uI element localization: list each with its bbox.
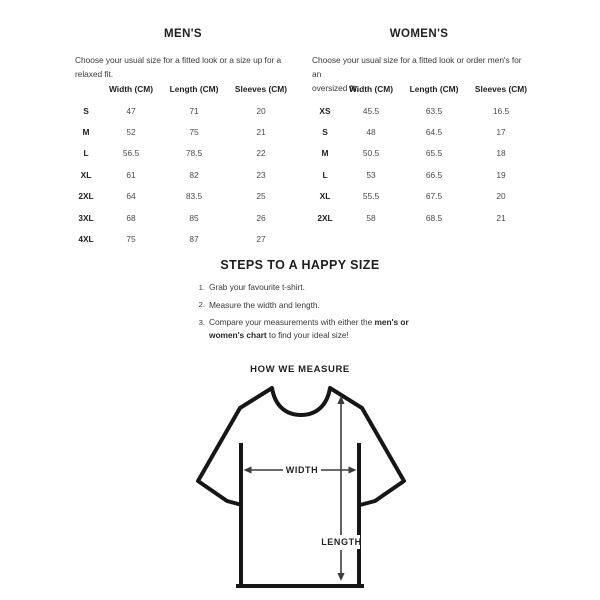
width-value-cell: 50.5 bbox=[362, 148, 380, 159]
width-value-cell: 45.5 bbox=[362, 105, 380, 116]
size-label-cell: XS bbox=[319, 105, 331, 116]
size-label-cell: 2XL bbox=[78, 191, 94, 202]
length-value-cell: 68.5 bbox=[425, 212, 443, 223]
step-text bbox=[209, 281, 414, 294]
size-label-cell: 3XL bbox=[78, 212, 94, 223]
tshirt-outline-icon bbox=[198, 388, 404, 586]
step-number: 2. bbox=[198, 300, 205, 309]
step-text-pre: Grab your favourite t-shirt. bbox=[209, 282, 305, 292]
width-value-cell: 61 bbox=[126, 169, 136, 180]
step-text-post: to find your ideal size! bbox=[266, 329, 349, 340]
how-we-measure-title: HOW WE MEASURE bbox=[250, 364, 350, 375]
mens-width-header: Width (CM) bbox=[108, 84, 154, 94]
mens-description-line2: relaxed fit. bbox=[75, 69, 114, 79]
sleeves-value-cell: 21 bbox=[256, 127, 266, 138]
mens-description bbox=[75, 53, 291, 81]
sleeves-value-cell: 23 bbox=[256, 169, 266, 180]
mens-corner-cell bbox=[72, 78, 100, 100]
size-label-cell: M bbox=[82, 127, 90, 138]
mens-title: MEN'S bbox=[164, 28, 202, 40]
length-label: LENGTH bbox=[321, 537, 362, 547]
step-text-pre: Compare your measurements with either the bbox=[209, 317, 375, 327]
womens-title: WOMEN'S bbox=[389, 28, 449, 40]
steps-list bbox=[194, 281, 414, 346]
length-arrow-icon bbox=[337, 396, 344, 582]
size-label-cell: S bbox=[322, 127, 328, 138]
sleeves-value-cell: 25 bbox=[256, 191, 266, 202]
womens-sleeves-header: Sleeves (CM) bbox=[474, 84, 528, 94]
width-value-cell: 55.5 bbox=[362, 191, 380, 202]
length-value-cell: 75 bbox=[189, 127, 199, 138]
size-label-cell: M bbox=[321, 148, 329, 159]
mens-sleeves-header: Sleeves (CM) bbox=[234, 84, 288, 94]
size-label-cell: L bbox=[322, 169, 328, 180]
length-value-cell: 66.5 bbox=[425, 169, 443, 180]
width-value-cell: 53 bbox=[366, 169, 376, 180]
steps-title: STEPS TO A HAPPY SIZE bbox=[220, 258, 380, 272]
sleeves-value-cell: 16.5 bbox=[492, 105, 510, 116]
sleeves-value-cell: 26 bbox=[256, 212, 266, 223]
step-text bbox=[209, 299, 414, 312]
step-text-bold: men's or women's chart bbox=[209, 317, 409, 340]
womens-width-header: Width (CM) bbox=[348, 84, 394, 94]
sleeves-value-cell: 22 bbox=[256, 148, 266, 159]
size-label-cell: XL bbox=[319, 191, 331, 202]
length-value-cell: 67.5 bbox=[425, 191, 443, 202]
sleeves-value-cell: 17 bbox=[496, 127, 506, 138]
step-text-pre: Measure the width and length. bbox=[209, 299, 320, 310]
list-item bbox=[194, 281, 414, 294]
womens-description-line2: oversized fit. bbox=[312, 83, 359, 93]
width-value-cell: 58 bbox=[366, 212, 376, 223]
step-number: 3. bbox=[198, 317, 205, 327]
length-value-cell: 71 bbox=[189, 105, 199, 116]
width-value-cell: 52 bbox=[126, 127, 136, 138]
sleeves-value-cell: 27 bbox=[256, 234, 266, 245]
length-value-cell: 64.5 bbox=[425, 127, 443, 138]
womens-size-table bbox=[310, 78, 536, 228]
list-item bbox=[194, 299, 414, 312]
mens-description-line1: Choose your usual size for a fitted look or a size up for a bbox=[75, 55, 282, 65]
size-label-cell: S bbox=[83, 105, 89, 116]
width-value-cell: 68 bbox=[126, 212, 136, 223]
list-item bbox=[194, 316, 414, 341]
sleeves-value-cell: 20 bbox=[256, 105, 266, 116]
width-label: WIDTH bbox=[285, 465, 319, 475]
length-value-cell: 78.5 bbox=[185, 148, 203, 159]
size-label-cell: 4XL bbox=[78, 234, 94, 245]
mens-section bbox=[75, 28, 291, 81]
length-value-cell: 87 bbox=[189, 234, 199, 245]
length-value-cell: 65.5 bbox=[425, 148, 443, 159]
womens-length-header: Length (CM) bbox=[409, 84, 459, 94]
length-value-cell: 82 bbox=[189, 169, 199, 180]
length-value-cell: 85 bbox=[189, 212, 199, 223]
sleeves-value-cell: 19 bbox=[496, 169, 506, 180]
sleeves-value-cell: 18 bbox=[496, 148, 506, 159]
tshirt-measurement-diagram bbox=[190, 386, 410, 596]
size-label-cell: L bbox=[83, 148, 89, 159]
sleeves-value-cell: 21 bbox=[496, 212, 506, 223]
size-label-cell: 2XL bbox=[317, 212, 333, 223]
step-text bbox=[209, 316, 414, 341]
width-value-cell: 64 bbox=[126, 191, 136, 202]
size-label-cell: XL bbox=[80, 169, 92, 180]
width-value-cell: 48 bbox=[366, 127, 376, 138]
width-value-cell: 56.5 bbox=[122, 148, 140, 159]
step-number: 1. bbox=[198, 282, 205, 292]
length-value-cell: 83.5 bbox=[185, 191, 203, 202]
width-value-cell: 75 bbox=[126, 234, 136, 245]
sleeves-value-cell: 20 bbox=[496, 191, 506, 202]
length-value-cell: 63.5 bbox=[425, 105, 443, 116]
width-value-cell: 47 bbox=[126, 105, 136, 116]
womens-description-line1: Choose your usual size for a fitted look or order men's for an bbox=[312, 55, 522, 79]
mens-length-header: Length (CM) bbox=[169, 84, 219, 94]
mens-size-table bbox=[72, 78, 296, 250]
womens-corner-cell bbox=[310, 78, 340, 100]
